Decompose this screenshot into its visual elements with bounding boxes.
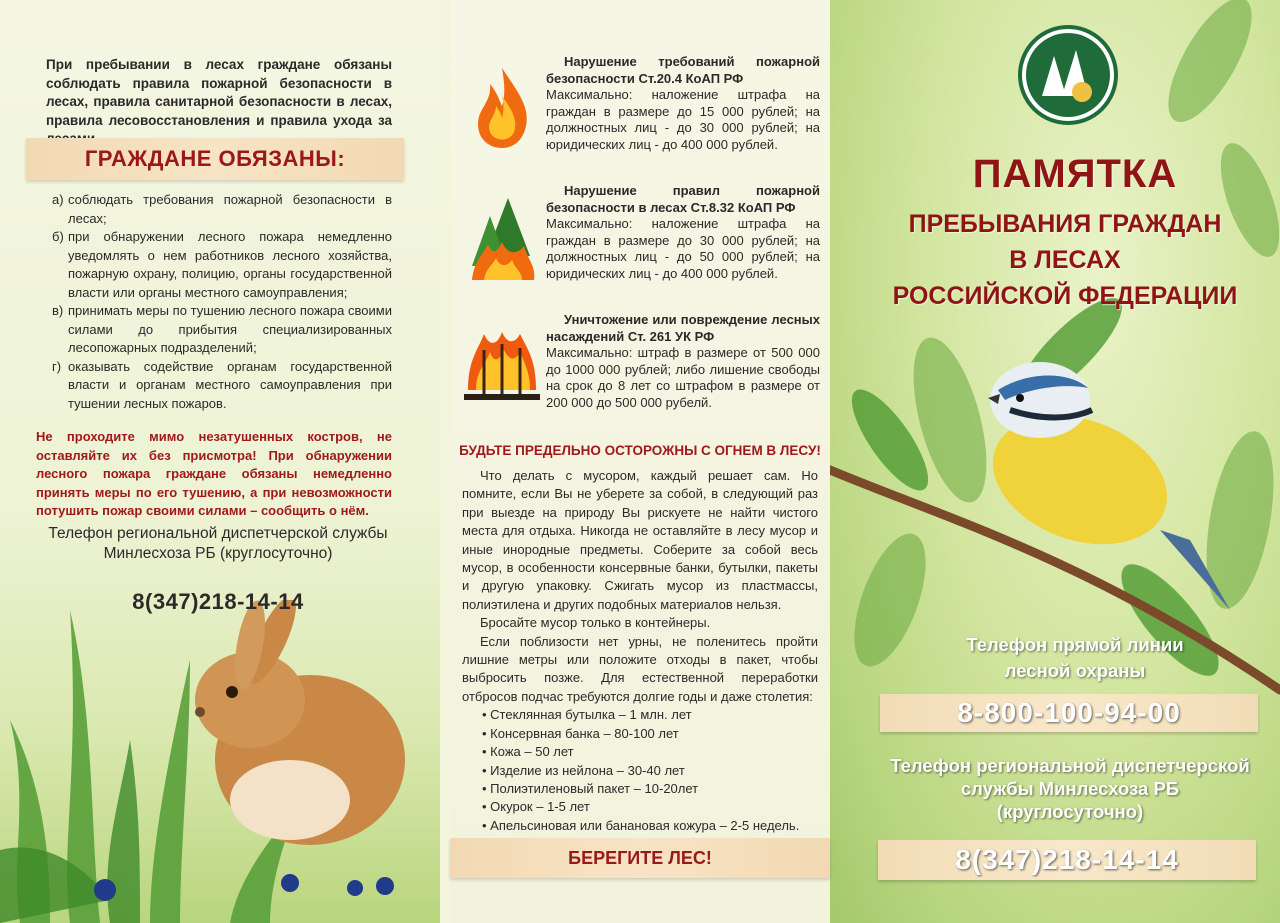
direct-line-phone: 8-800-100-94-00 xyxy=(880,694,1258,732)
fine-block xyxy=(546,54,820,153)
direct-line-label: Телефон прямой линии лесной охраны xyxy=(966,634,1184,681)
campfire-warning: Не проходите мимо незатушенных костров, не оставляйте их без присмотра! При обнаружении лесного пожара граждане обязаны немедленно принять меры по его тушению, а при невозможности потушить пожар своими силами – сообщить о нём. xyxy=(36,429,392,518)
fine-text: Максимально: наложение штрафа на граждан в размере до 30 000 рублей; на должностных лиц - до 50 000 рублей; на юридических лиц - до 400 000 рублей. xyxy=(546,216,820,281)
intro-text: При пребывании в лесах граждане обязаны соблюдать правила пожарной безопасности в лесах, правила санитарной безопасности в лесах, правила лесовосстановления и правила ухода за xyxy=(46,57,392,128)
page-title: ПАМЯТКА xyxy=(972,152,1178,196)
obligation-item: г) оказывать содействие органам государственной власти и органам местного самоуправления при тушении лесных пожаров. xyxy=(52,358,392,411)
list-item: • Стеклянная бутылка – 1 млн. лет xyxy=(482,706,818,724)
regional-phone-label: Телефон региональной диспетчерской службы Минлесхоза РБ (круглосуточно) xyxy=(48,525,388,562)
fern-rabbit-illustration xyxy=(0,600,440,923)
garbage-paragraph: Бросайте мусор только в контейнеры. xyxy=(480,615,711,631)
regional-service-phone: 8(347)218-14-14 xyxy=(878,840,1256,880)
fine-text: Максимально: штраф в размере от 500 000 до 1000 000 рублей; либо лишение свободы на срок до 8 лет со штрафом в размере от 200 000 до 500 000 рубелй. xyxy=(546,345,820,410)
fine-block xyxy=(546,183,820,282)
obligations-banner: ГРАЖДАНЕ ОБЯЗАНЫ: xyxy=(26,138,404,180)
list-item: • Консервная банка – 80-100 лет xyxy=(482,725,818,743)
fine-title: Нарушение правил пожарной безопасности в лесах Ст.8.32 КоАП РФ xyxy=(546,183,820,215)
regional-phone-number: 8(347)218-14-14 xyxy=(132,589,304,614)
list-item: • Изделие из нейлона – 30-40 лет xyxy=(482,762,818,780)
fire-icon xyxy=(472,66,532,150)
garbage-paragraph: Если поблизости нет урны, не поленитесь пройти лишние метры или положите отходы в пакет, чтобы выбросить позже. Для естественной переработки отбросов подчас требуются долгие годы и даже столетия: xyxy=(462,633,818,704)
fine-title: Нарушение требований пожарной безопасности Ст.20.4 КоАП РФ xyxy=(546,54,820,86)
decomposition-list xyxy=(482,706,818,835)
garbage-section xyxy=(462,467,818,835)
fine-block xyxy=(546,312,820,411)
burning-tree-icon xyxy=(468,196,538,282)
obligation-item: б) при обнаружении лесного пожара немедленно уведомлять о нем работников лесного хозяйства, пожарную охрану, полицию, органы государственной власти или органы местного самоуправления; xyxy=(52,229,392,300)
list-item: • Апельсиновая или банановая кожура – 2-5 недель. xyxy=(482,817,818,835)
page-subtitle: ПРЕБЫВАНИЯ ГРАЖДАН В ЛЕСАХ РОССИЙСКОЙ ФЕДЕРАЦИИ xyxy=(892,210,1238,310)
save-forest-banner: БЕРЕГИТЕ ЛЕС! xyxy=(450,838,830,878)
obligation-item: а) соблюдать требования пожарной безопасности в лесах; xyxy=(52,192,392,226)
fine-title: Уничтожение или повреждение лесных насаждений Ст. 261 УК РФ xyxy=(546,312,820,344)
fine-text: Максимально: наложение штрафа на граждан в размере до 15 000 рублей; на должностных лиц - до 30 000 рублей; на юридических лиц - до 400 000 рублей. xyxy=(546,87,820,152)
list-item: • Кожа – 50 лет xyxy=(482,743,818,761)
caution-heading: БУДЬТЕ ПРЕДЕЛЬНО ОСТОРОЖНЫ С ОГНЕМ В ЛЕСУ! xyxy=(459,443,821,458)
obligations-list xyxy=(52,191,392,413)
list-item: • Полиэтиленовый пакет – 10-20лет xyxy=(482,780,818,798)
list-item: • Окурок – 1-5 лет xyxy=(482,798,818,816)
garbage-paragraph: Что делать с мусором, каждый решает сам. Но помните, если Вы не уберете за собой, в следующий раз при выезде на природу Вы рискуете не найти чистого места для отдыха. Никогда не оставляйте в лесу мусор и иные инородные предметы. Соберите за собой весь мусор, в особенности консервные банки, бутылки, пакеты и другую упаковку. Сжигать мусор из пластмассы, полиэтилена и других подобных материалов нельзя. xyxy=(462,468,818,612)
obligation-item: в) принимать меры по тушению лесного пожара своими силами до прибытия специализированных лесопожарных подразделений; xyxy=(52,303,392,355)
forest-fire-icon xyxy=(464,330,540,400)
regional-service-label: Телефон региональной диспетчерской службы Минлесхоза РБ (круглосуточно) xyxy=(890,755,1250,822)
